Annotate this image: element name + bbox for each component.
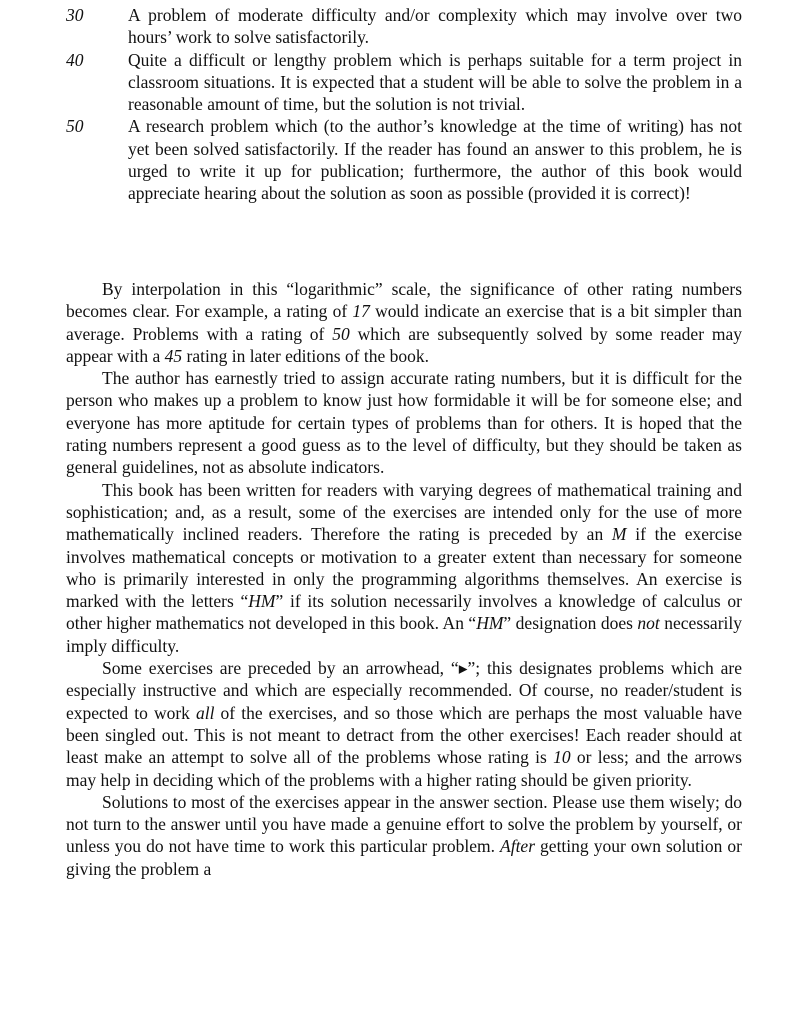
rating-number: 40 xyxy=(66,49,84,70)
italic-letter: HM xyxy=(476,613,504,634)
rating-description: A problem of moderate difficulty and/or complexity which may involve over two hours’ work to solve satisfactorily. xyxy=(128,5,742,48)
text-run: This book has been written for readers with varying degrees of mathematical training and sophistication; and, as a result, some of the exercises are intended only for the use of more mathematically inclined readers. Therefore the rating is preceded by an xyxy=(66,479,742,545)
text-run: Some exercises are preceded by an arrowhead, “ xyxy=(102,658,459,679)
italic-number: 50 xyxy=(332,323,350,344)
text-run: which are subsequently solved by some reader may appear with a xyxy=(66,323,742,366)
paragraph-arrowhead xyxy=(66,657,742,791)
rating-description: Quite a difficult or lengthy problem which is perhaps suitable for a term project in classroom situations. It is expected that a student will be able to solve the problem in a reasonable amount of time, but the solution is not trivial. xyxy=(128,49,742,115)
rating-scale-list xyxy=(66,4,742,205)
italic-word: After xyxy=(500,836,536,857)
rating-entry xyxy=(66,4,742,49)
italic-word: not xyxy=(637,613,660,634)
text-run: of the exercises, and so those which are perhaps the most valuable have been singled out. This is not meant to detract from the other exercises! Each reader should at least make an attempt to solve all of the problems whose rating is xyxy=(66,702,742,768)
text-run: By interpolation in this “logarithmic” scale, the significance of other rating numbers becomes clear. For example, a rating of xyxy=(66,279,742,322)
text-run: ”; this designates problems which are especially instructive and which are especially recommended. Of course, no reader/student is expected to work xyxy=(66,658,742,723)
paragraph-accuracy xyxy=(66,367,742,478)
rating-description: A research problem which (to the author’s knowledge at the time of writing) has not yet been solved satisfactorily. If the reader has found an answer to this problem, he is urged to write it up for publication; furthermore, the author of this book would appreciate hearing about the solution as soon as possible (provided it is correct)! xyxy=(128,116,742,204)
italic-word: all xyxy=(196,702,215,723)
arrowhead-icon: ▸ xyxy=(458,658,468,679)
text-run: The author has earnestly tried to assign accurate rating numbers, but it is difficult for the person who makes up a problem to know just how formidable it will be for someone else; and everyone has more aptitude for certain types of problems than for others. It is hoped that the rating numbers represent a good guess as to the level of difficulty, but they should be taken as general guidelines, not as absolute indicators. xyxy=(66,368,742,478)
italic-letter: HM xyxy=(248,591,276,612)
paragraph-readers xyxy=(66,479,742,657)
rating-entry xyxy=(66,115,742,204)
rating-number: 30 xyxy=(66,5,84,25)
rating-entry xyxy=(66,49,742,116)
text-run: would indicate an exercise that is a bit simpler than average. Problems with a rating of xyxy=(66,301,742,344)
italic-number: 17 xyxy=(352,301,370,322)
italic-number: 45 xyxy=(164,345,183,366)
text-run: if the exercise involves mathematical concepts or motivation to a greater extent than necessary for someone who is primarily interested in only the programming algorithms themselves. An exercise is marked with the letters “ xyxy=(66,524,743,612)
text-run: ” designation does xyxy=(503,613,638,634)
text-run: or less; and the arrows may help in deciding which of the problems with a higher rating should be given priority. xyxy=(66,747,742,790)
italic-letter: M xyxy=(611,524,627,545)
text-run: ” if its solution necessarily involves a knowledge of calculus or other higher mathematics not developed in this book. An “ xyxy=(66,591,742,634)
paragraph-interpolation xyxy=(66,278,742,367)
paragraph-solutions xyxy=(66,791,742,880)
rating-number: 50 xyxy=(66,116,84,137)
text-run: necessarily imply difficulty. xyxy=(66,613,743,656)
text-run: Solutions to most of the exercises appear in the answer section. Please use them wisely; do not turn to the answer until you have made a genuine effort to solve the problem by yourself, or unless you do not have time to work this particular problem. xyxy=(66,791,742,857)
body-text xyxy=(66,278,742,880)
italic-number: 10 xyxy=(553,747,571,768)
text-run: getting your own solution or giving the problem a xyxy=(66,836,742,879)
text-run: rating in later editions of the book. xyxy=(182,345,430,366)
